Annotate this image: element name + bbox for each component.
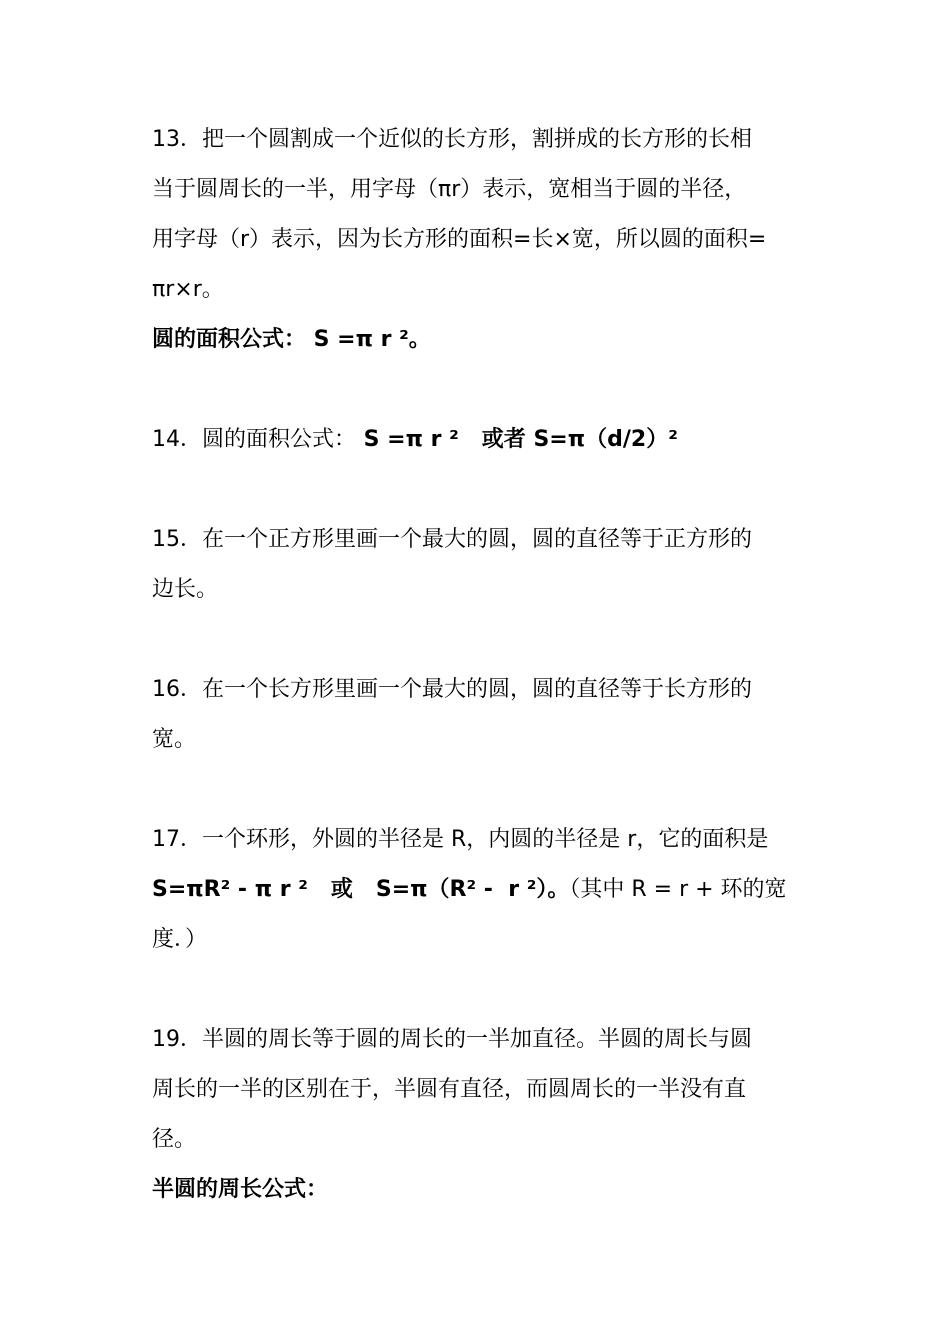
item-13-line-1: 13．把一个圆割成一个近似的长方形，割拼成的长方形的长相 <box>152 127 752 152</box>
item-13-line-3: 用字母（r）表示，因为长方形的面积=长×宽，所以圆的面积= <box>152 227 767 252</box>
item-15-line-2: 边长。 <box>152 577 219 602</box>
item-17-line-3: 度．） <box>152 927 208 952</box>
item-14-prefix: 14．圆的面积公式： <box>152 427 356 452</box>
semicircle-perimeter-formula: 半圆的周长公式： <box>152 1177 329 1202</box>
item-17-line-1: 17．一个环形，外圆的半径是 R，内圆的半径是 r，它的面积是 <box>152 827 769 852</box>
item-19-line-1: 19．半圆的周长等于圆的周长的一半加直径。半圆的周长与圆 <box>152 1027 752 1052</box>
item-14-line <box>152 425 812 455</box>
item-15-line-1: 15．在一个正方形里画一个最大的圆，圆的直径等于正方形的 <box>152 527 752 552</box>
item-16-line-1: 16．在一个长方形里画一个最大的圆，圆的直径等于长方形的 <box>152 677 752 702</box>
item-17-line-2 <box>152 875 812 905</box>
item-19-line-3: 径。 <box>152 1127 197 1152</box>
ring-area-formula: S=πR² - π r ² 或 S=π（R² - r ²）。 <box>152 877 570 902</box>
ring-area-note: （其中 R = r + 环的宽 <box>569 877 787 902</box>
item-14-formula: S =π r ² 或者 S=π（d/2）² <box>356 427 678 452</box>
item-19-line-2: 周长的一半的区别在于，半圆有直径，而圆周长的一半没有直 <box>152 1077 747 1102</box>
item-16-line-2: 宽。 <box>152 727 197 752</box>
item-13-line-2: 当于圆周长的一半，用字母（πr）表示，宽相当于圆的半径， <box>152 177 747 202</box>
circle-area-formula: 圆的面积公式： S =π r ²。 <box>152 327 431 352</box>
item-13-line-4: πr×r。 <box>152 277 224 302</box>
